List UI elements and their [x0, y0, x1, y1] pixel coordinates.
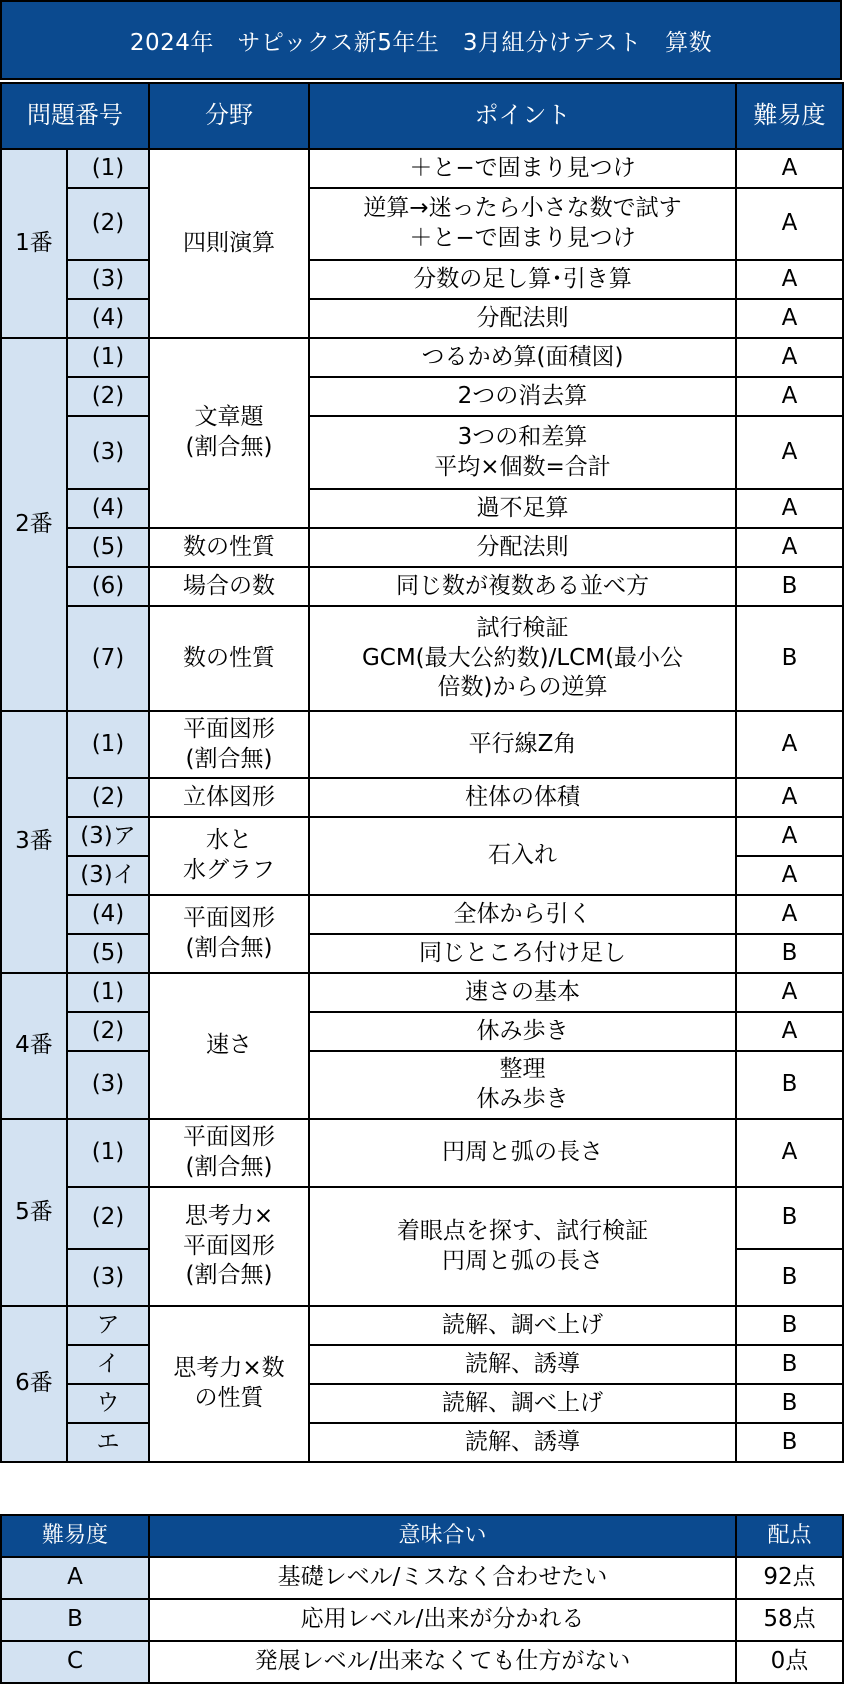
point-cell: 同じ数が複数ある並べ方 [309, 567, 736, 606]
difficulty-cell: A [736, 149, 843, 188]
point-cell: 柱体の体積 [309, 778, 736, 817]
header-diff: 難易度 [736, 83, 843, 149]
sub-question: (5) [67, 528, 149, 567]
difficulty-cell: A [736, 299, 843, 338]
legend-meaning: 基礎レベル/ミスなく合わせたい [149, 1557, 736, 1599]
difficulty-cell: A [736, 489, 843, 528]
table-row [1, 934, 843, 973]
table-row [1, 817, 843, 856]
point-cell: 過不足算 [309, 489, 736, 528]
difficulty-cell: A [736, 528, 843, 567]
table-row [1, 1012, 843, 1051]
point-cell: 逆算→迷ったら小さな数で試す ＋と−で固まり見つけ [309, 188, 736, 260]
sub-question: ウ [67, 1384, 149, 1423]
difficulty-cell: A [736, 778, 843, 817]
difficulty-cell: A [736, 416, 843, 489]
table-row [1, 1384, 843, 1423]
difficulty-cell: A [736, 188, 843, 260]
legend-row [1, 1599, 843, 1641]
point-cell: 試行検証 GCM(最大公約数)/LCM(最小公 倍数)からの逆算 [309, 606, 736, 711]
difficulty-cell: A [736, 895, 843, 934]
table-row [1, 299, 843, 338]
table-row [1, 338, 843, 377]
sub-question: イ [67, 1345, 149, 1384]
legend-points: 58点 [736, 1599, 843, 1641]
difficulty-cell: A [736, 338, 843, 377]
difficulty-cell: B [736, 1423, 843, 1462]
point-cell: 分数の足し算･引き算 [309, 260, 736, 299]
field-cell: 場合の数 [149, 567, 309, 606]
legend-level: C [1, 1641, 149, 1683]
table-row [1, 1051, 843, 1119]
field-cell: 平面図形 (割合無) [149, 711, 309, 778]
legend-level: B [1, 1599, 149, 1641]
legend-level: A [1, 1557, 149, 1599]
table-row [1, 1345, 843, 1384]
sub-question: ア [67, 1306, 149, 1345]
question-number: 6番 [1, 1306, 67, 1462]
table-row [1, 1423, 843, 1462]
header-qnum: 問題番号 [1, 83, 149, 149]
legend-header-points: 配点 [736, 1515, 843, 1557]
point-cell: 分配法則 [309, 299, 736, 338]
table-row [1, 377, 843, 416]
legend-header-row [1, 1515, 843, 1557]
legend-row [1, 1557, 843, 1599]
difficulty-cell: B [736, 1051, 843, 1119]
sub-question: エ [67, 1423, 149, 1462]
field-cell: 速さ [149, 973, 309, 1119]
point-cell: 円周と弧の長さ [309, 1119, 736, 1187]
field-cell: 立体図形 [149, 778, 309, 817]
table-row [1, 778, 843, 817]
difficulty-cell: B [736, 606, 843, 711]
sub-question: (3) [67, 260, 149, 299]
point-cell: 読解、調べ上げ [309, 1384, 736, 1423]
difficulty-cell: A [736, 817, 843, 856]
point-cell: 休み歩き [309, 1012, 736, 1051]
point-cell: 整理 休み歩き [309, 1051, 736, 1119]
point-cell: 3つの和差算 平均×個数=合計 [309, 416, 736, 489]
table-row [1, 528, 843, 567]
field-cell: 平面図形 (割合無) [149, 895, 309, 973]
sub-question: (2) [67, 1187, 149, 1249]
sub-question: (4) [67, 895, 149, 934]
question-number: 1番 [1, 149, 67, 338]
difficulty-cell: A [736, 711, 843, 778]
question-number: 3番 [1, 711, 67, 973]
difficulty-cell: B [736, 1384, 843, 1423]
point-cell: 平行線Z角 [309, 711, 736, 778]
table-row [1, 416, 843, 489]
sub-question: (3) [67, 416, 149, 489]
sub-question: (3) [67, 1249, 149, 1306]
point-cell: 読解、誘導 [309, 1345, 736, 1384]
legend-points: 0点 [736, 1641, 843, 1683]
header-row [1, 83, 843, 149]
sub-question: (3)ア [67, 817, 149, 856]
difficulty-cell: A [736, 856, 843, 895]
difficulty-cell: B [736, 1249, 843, 1306]
table-row [1, 567, 843, 606]
legend-meaning: 発展レベル/出来なくても仕方がない [149, 1641, 736, 1683]
table-row [1, 895, 843, 934]
table-row [1, 1119, 843, 1187]
table-row [1, 973, 843, 1012]
difficulty-cell: A [736, 260, 843, 299]
difficulty-cell: B [736, 1187, 843, 1249]
difficulty-cell: B [736, 934, 843, 973]
difficulty-cell: B [736, 567, 843, 606]
point-cell: ＋と−で固まり見つけ [309, 149, 736, 188]
point-cell: 分配法則 [309, 528, 736, 567]
field-cell: 数の性質 [149, 606, 309, 711]
sub-question: (6) [67, 567, 149, 606]
page-title: 2024年 サピックス新5年生 3月組分けテスト 算数 [0, 0, 842, 80]
legend-header-meaning: 意味合い [149, 1515, 736, 1557]
field-cell: 思考力× 平面図形 (割合無) [149, 1187, 309, 1306]
difficulty-cell: B [736, 1306, 843, 1345]
table-row [1, 188, 843, 260]
sub-question: (4) [67, 299, 149, 338]
header-field: 分野 [149, 83, 309, 149]
sub-question: (3) [67, 1051, 149, 1119]
legend-meaning: 応用レベル/出来が分かれる [149, 1599, 736, 1641]
field-cell: 数の性質 [149, 528, 309, 567]
table-row [1, 1306, 843, 1345]
sub-question: (1) [67, 338, 149, 377]
point-cell: 2つの消去算 [309, 377, 736, 416]
sub-question: (2) [67, 778, 149, 817]
header-point: ポイント [309, 83, 736, 149]
point-cell: 読解、調べ上げ [309, 1306, 736, 1345]
legend-header-diff: 難易度 [1, 1515, 149, 1557]
sub-question: (1) [67, 1119, 149, 1187]
question-table [0, 82, 844, 1463]
sub-question: (2) [67, 377, 149, 416]
question-number: 2番 [1, 338, 67, 711]
legend-row [1, 1641, 843, 1683]
field-cell: 平面図形 (割合無) [149, 1119, 309, 1187]
sub-question: (1) [67, 973, 149, 1012]
point-cell: 全体から引く [309, 895, 736, 934]
sub-question: (5) [67, 934, 149, 973]
difficulty-cell: A [736, 973, 843, 1012]
table-row [1, 149, 843, 188]
sub-question: (2) [67, 188, 149, 260]
table-row [1, 260, 843, 299]
point-cell: 読解、誘導 [309, 1423, 736, 1462]
sub-question: (1) [67, 149, 149, 188]
difficulty-cell: B [736, 1345, 843, 1384]
difficulty-cell: A [736, 1119, 843, 1187]
field-cell: 文章題 (割合無) [149, 338, 309, 528]
sub-question: (3)イ [67, 856, 149, 895]
point-cell: 着眼点を探す、試行検証 円周と弧の長さ [309, 1187, 736, 1306]
point-cell: 速さの基本 [309, 973, 736, 1012]
sub-question: (2) [67, 1012, 149, 1051]
point-cell: 石入れ [309, 817, 736, 895]
question-number: 5番 [1, 1119, 67, 1306]
sub-question: (1) [67, 711, 149, 778]
difficulty-cell: A [736, 377, 843, 416]
question-number: 4番 [1, 973, 67, 1119]
table-row [1, 606, 843, 711]
table-row [1, 1187, 843, 1249]
field-cell: 水と 水グラフ [149, 817, 309, 895]
table-row [1, 711, 843, 778]
point-cell: つるかめ算(面積図) [309, 338, 736, 377]
sub-question: (7) [67, 606, 149, 711]
legend-points: 92点 [736, 1557, 843, 1599]
difficulty-cell: A [736, 1012, 843, 1051]
point-cell: 同じところ付け足し [309, 934, 736, 973]
table-row [1, 489, 843, 528]
difficulty-legend-table [0, 1514, 844, 1684]
field-cell: 四則演算 [149, 149, 309, 338]
sub-question: (4) [67, 489, 149, 528]
field-cell: 思考力×数 の性質 [149, 1306, 309, 1462]
